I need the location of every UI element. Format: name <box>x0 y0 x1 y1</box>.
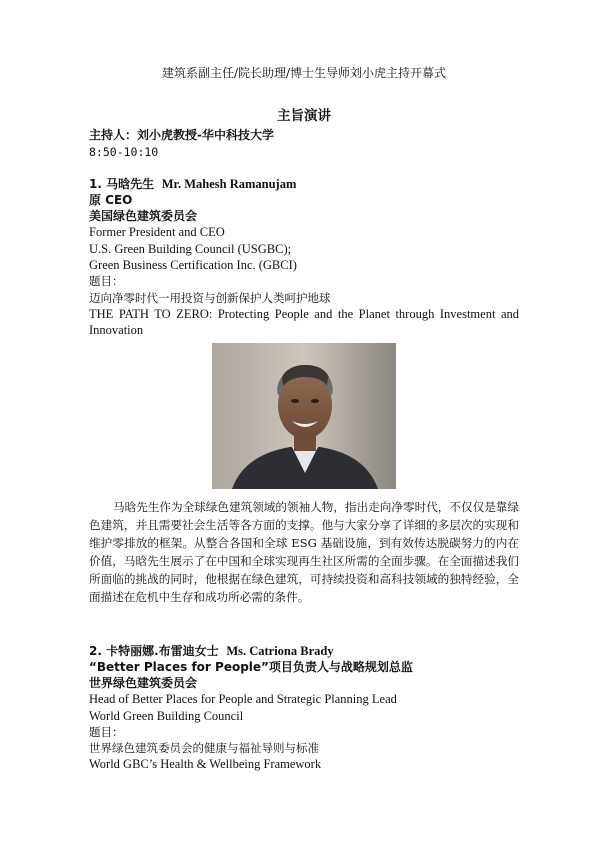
speaker2-heading <box>89 643 334 659</box>
speaker1-role-cn: 原 CEO <box>89 193 133 207</box>
speaker1-bio: 马晗先生作为全球绿色建筑领域的领袖人物，指出走向净零时代，不仅仅是靠绿色建筑，并且需要社会生活等各方面的支撑。他与大家分享了详细的多层次的实现和维护零排放的框架。从整合各国和全球 ESG 基础设施，到有效传达脱碳努力的内在价值，马晗先生展示了在中国和全球实现再生社区所需的全面步骤。在全面描述我们所面临的挑战的同时，他根据在绿色建筑，可持续投资和高科技领域的独特经验，全面描述在危机中生存和成功所必需的条件。 <box>89 500 519 604</box>
speaker2-topic-label: 题目： <box>89 725 124 739</box>
host-line: 主持人：刘小虎教授-华中科技大学 <box>89 128 274 142</box>
speaker1-photo <box>212 343 396 489</box>
speaker2-name-cn: 2. 卡特丽娜.布雷迪女士 <box>89 644 219 658</box>
speaker2-name-en: Ms. Catriona Brady <box>226 644 334 658</box>
section-title: 主旨演讲 <box>277 108 331 124</box>
opening-host-line: 建筑系副主任/院长助理/博士生导师刘小虎主持开幕式 <box>161 66 447 80</box>
speaker1-topic-en-2: Innovation <box>89 323 144 337</box>
speaker1-org-cn: 美国绿色建筑委员会 <box>89 209 198 223</box>
speaker1-heading <box>89 176 296 192</box>
speaker1-role-en: Former President and CEO <box>89 225 225 239</box>
speaker1-name-en: Mr. Mahesh Ramanujam <box>161 177 297 191</box>
speaker2-role-en: Head of Better Places for People and Strategic Planning Lead <box>89 692 397 706</box>
host-time: 8:50-10:10 <box>89 145 159 159</box>
speaker1-org-en-2: Green Business Certification Inc. (GBCI) <box>89 258 297 272</box>
speaker1-topic-label: 题目： <box>89 274 124 288</box>
speaker-portrait-image <box>212 343 396 489</box>
speaker1-topic-en-1: THE PATH TO ZERO: Protecting People and the Planet through Investment and <box>89 307 519 321</box>
speaker1-topic-cn: 迈向净零时代一用投资与创新保护人类呵护地球 <box>89 291 331 305</box>
speaker2-topic-en: World GBC’s Health & Wellbeing Framework <box>89 757 322 771</box>
speaker2-org-en: World Green Building Council <box>89 709 244 723</box>
speaker1-org-en-1: U.S. Green Building Council (USGBC); <box>89 242 292 256</box>
speaker2-topic-cn: 世界绿色建筑委员会的健康与福祉导则与标准 <box>89 741 319 755</box>
speaker2-role-cn: “Better Places for People”项目负责人与战略规划总监 <box>89 660 413 674</box>
speaker2-org-cn: 世界绿色建筑委员会 <box>89 676 198 690</box>
speaker1-name-cn: 1. 马晗先生 <box>89 177 155 191</box>
